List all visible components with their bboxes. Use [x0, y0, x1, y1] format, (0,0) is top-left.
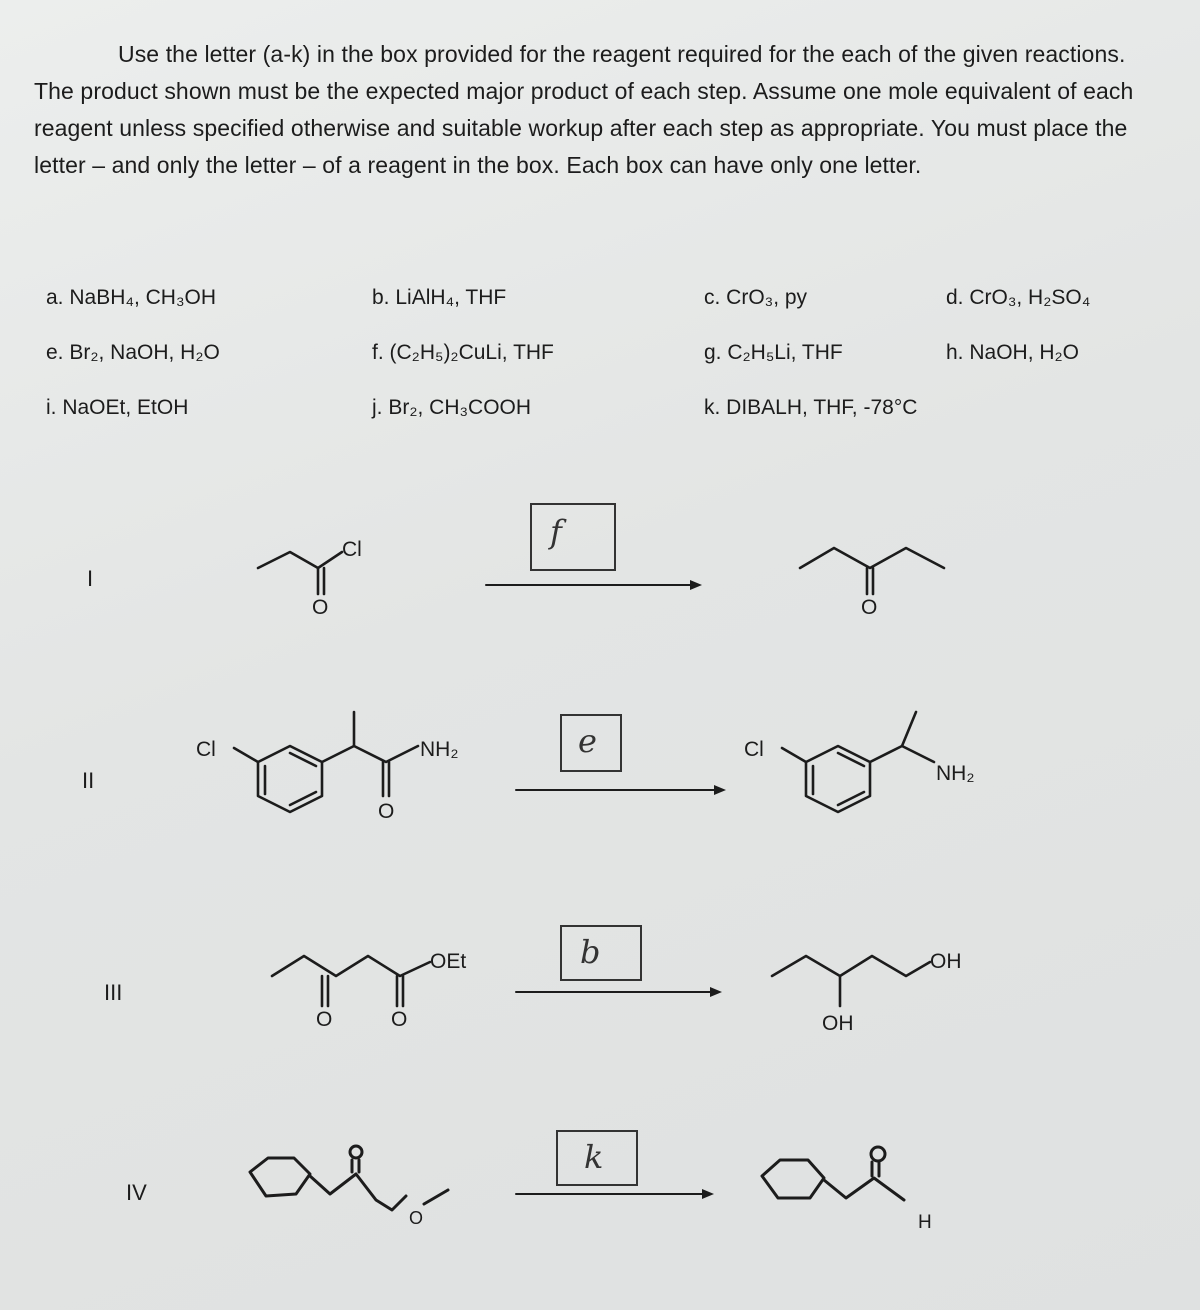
oxygen-label: O: [312, 596, 329, 619]
reaction-label-2: II: [82, 768, 95, 793]
answer-2: e: [578, 722, 597, 760]
arrow-2-head: [714, 785, 726, 795]
reagent-j: j. Br₂, CH₃COOH: [372, 396, 532, 419]
oxygen-label: O: [409, 1208, 424, 1228]
answer-3: b: [580, 933, 601, 971]
reagent-h: h. NaOH, H₂O: [946, 341, 1080, 364]
reagent-i: i. NaOEt, EtOH: [46, 396, 189, 419]
reactant-3-structure: [272, 956, 430, 1006]
reaction-label-4: IV: [126, 1180, 147, 1205]
reaction-label-1: I: [87, 566, 94, 591]
oxygen-label: O: [378, 800, 395, 823]
product-3-label-2: OH: [930, 950, 962, 973]
oxygen-label: O: [391, 1008, 408, 1031]
product-3-structure: [772, 956, 930, 1006]
product-2-structure: [782, 712, 934, 812]
answer-1: f: [550, 513, 562, 551]
product-2-label-1: Cl: [744, 738, 764, 761]
product-4-label-1: H: [918, 1212, 932, 1233]
answer-4: k: [584, 1138, 604, 1176]
product-3-label-1: OH: [822, 1012, 854, 1035]
reagent-d: d. CrO₃, H₂SO₄: [946, 286, 1091, 309]
reactant-2-structure: [234, 712, 418, 812]
reagent-e: e. Br₂, NaOH, H₂O: [46, 341, 220, 364]
reaction-label-3: III: [104, 980, 123, 1005]
product-1-structure: [800, 548, 944, 594]
reagent-b: b. LiAlH₄, THF: [372, 286, 507, 309]
reactant-2-label-2: NH₂: [420, 738, 459, 761]
reactant-2-label-1: Cl: [196, 738, 216, 761]
reactant-1-label-1: Cl: [342, 538, 362, 561]
product-2-label-2: NH₂: [936, 762, 975, 785]
product-4-structure: [762, 1147, 904, 1200]
reagent-k: k. DIBALH, THF, -78°C: [704, 396, 918, 419]
reactant-4-structure: [250, 1146, 448, 1210]
reagent-c: c. CrO₃, py: [704, 286, 808, 309]
instructions-text: Use the letter (a-k) in the box provided for the reagent required for the each of the given reactions. The product shown must be the expected major product of each step. Assume one mole equivalent of each reagent unless specified otherwise and suitable workup after each step as appropriate. You must place the letter – and only the letter – of a reagent in the box. Each box can have only one letter.: [34, 41, 1134, 178]
arrow-3-head: [710, 987, 722, 997]
reagent-g: g. C₂H₅Li, THF: [704, 341, 843, 364]
arrow-1-head: [690, 580, 702, 590]
reagent-f: f. (C₂H₅)₂CuLi, THF: [372, 341, 554, 364]
oxygen-label: O: [861, 596, 878, 619]
reactant-3-label-1: OEt: [430, 950, 467, 973]
oxygen-label: O: [316, 1008, 333, 1031]
reactant-1-structure: [258, 552, 342, 594]
arrow-4-head: [702, 1189, 714, 1199]
reagent-a: a. NaBH₄, CH₃OH: [46, 286, 216, 309]
